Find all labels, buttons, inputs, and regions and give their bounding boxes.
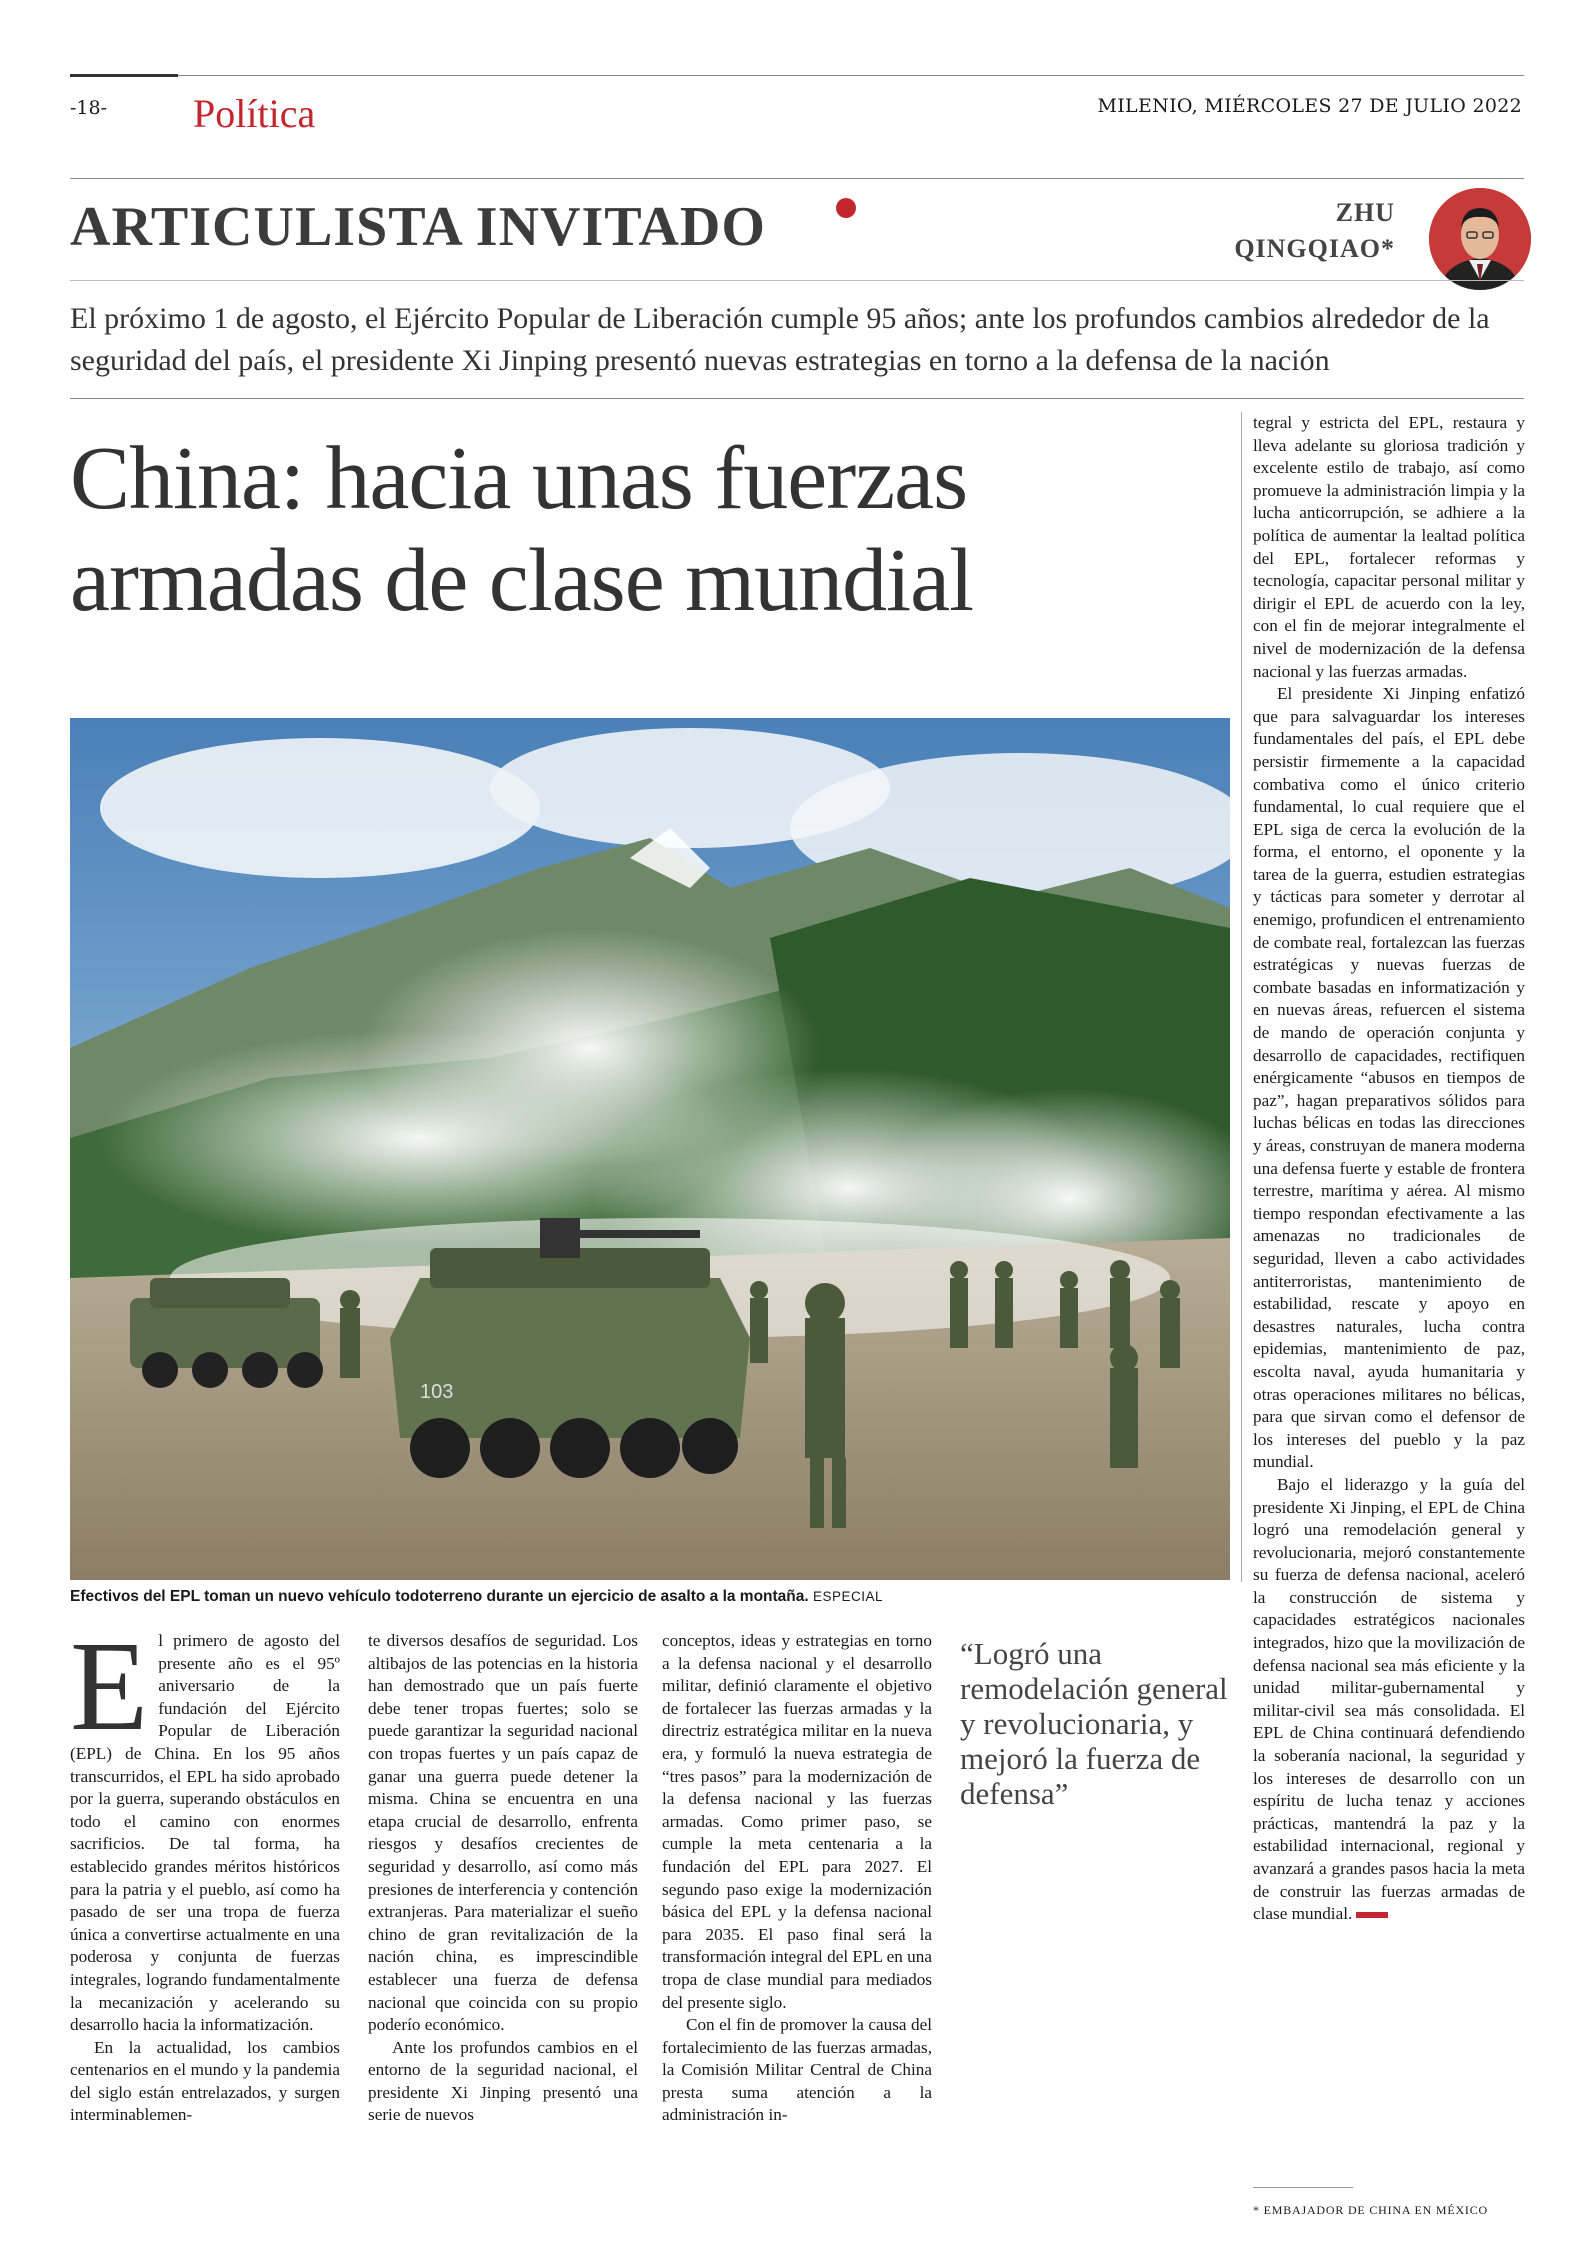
article-paragraph: conceptos, ideas y estrategias en torno a la defensa nacional y el desarrollo militar, definió claramente el objetivo de fortalecer las fuerzas armadas y la directriz estratégica militar en la nueva era, y formuló la nueva estrategia de “tres pasos” para la modernización de la defensa nacional y las fuerzas armadas. Como primer paso, se cumple la meta centenaria a la fundación del EPL para 2027. El segundo paso exige la modernización básica del EPL y la defensa nacional para 2035. El paso final será la transformación integral del EPL en una tropa de clase mundial para mediados del presente siglo. <box>662 1631 932 2012</box>
article-column-3 <box>662 1630 932 2127</box>
headline: China: hacia unas fuerzas armadas de clase mundial <box>70 429 974 630</box>
column-rule <box>1241 412 1242 1582</box>
author-name-line1: ZHU <box>1335 198 1395 227</box>
article-paragraph: Con el fin de promover la causa del fortalecimiento de las fuerzas armadas, la Comisión Militar Central de China presta suma atención a la administración in- <box>662 2015 932 2125</box>
author-name <box>1195 195 1395 267</box>
header-divider <box>70 178 1524 179</box>
article-column-1 <box>70 1615 340 2127</box>
article-paragraph: l primero de agosto del presente año es el 95º aniversario de la fundación del Ejército Popular de Liberación (EPL) de China. En los 95 años transcurridos, el EPL ha sido aprobado por la guerra, superando obstáculos en todo el camino con enormes sacrificios. De tal forma, ha establecido grandes méritos históricos para la patria y el pueblo, así como ha pasado de ser una tropa de fuerza única a convertirse actualmente en una poderosa y conjunta de fuerzas integrales, logrando fundamentalmente la mecanización y acelerando su desarrollo hacia la informatización. <box>70 1631 340 2035</box>
article-column-4 <box>1253 412 1525 1926</box>
svg-text:103: 103 <box>420 1381 454 1403</box>
dropcap: E <box>70 1615 149 1757</box>
deck-divider <box>70 398 1524 399</box>
caption-text: Efectivos del EPL toman un nuevo vehículo todoterreno durante un ejercicio de asalto a la montaña. <box>70 1588 809 1605</box>
article-column-2 <box>368 1630 638 2127</box>
article-photo <box>70 718 1230 1580</box>
article-paragraph-last <box>1253 1474 1525 1926</box>
article-paragraph: Ante los profundos cambios en el entorno de la seguridad nacional, el presidente Xi Jinping presentó una serie de nuevos <box>368 2037 638 2125</box>
dateline: MILENIO, MIÉRCOLES 27 DE JULIO 2022 <box>1097 95 1522 117</box>
page-number: -18- <box>70 97 108 119</box>
section-name[interactable]: Política <box>193 91 316 136</box>
footnote-rule <box>1253 2187 1353 2188</box>
end-mark <box>1356 1912 1388 1918</box>
kicker-dot <box>836 198 856 218</box>
article-paragraph: El presidente Xi Jinping enfatizó que para salvaguardar los intereses fundamentales del país, el EPL debe persistir firmemente a la capacidad combativa como el único criterio fundamental, lo cual requiere que el EPL siga de cerca la evolución de la forma, el entorno, el oponente y la tarea de la guerra, estudien estrategias y tácticas para someter y derrotar al enemigo, profundicen el entrenamiento de combate real, fortalezcan las fuerzas estratégicas y nuevas fuerzas de combate basadas en informatización y en nuevas áreas, refuercen el sistema de mando de operación conjunta y desarrollo de capacidades, rectifiquen enérgicamente “abusos en tiempos de paz”, hagan preparativos sólidos para luchas bélicas en todas las direcciones y áreas, construyan de manera moderna una defensa fuerte y estable de frontera terrestre, marítima y aérea. Al mismo tiempo respondan efectivamente a las amenazas no tradicionales de seguridad, lleven a cabo actividades antiterroristas, mantenimiento de estabilidad, rescate y apoyo en desastres naturales, lucha contra epidemias, mantenimiento de paz, escolta naval, ayuda humanitaria y otras operaciones militares no bélicas, para que sirvan como el defensor de los intereses del pueblo y la paz mundial. <box>1253 684 1526 1472</box>
photo-caption <box>70 1588 1230 1606</box>
article-paragraph-last-text: Bajo el liderazgo y la guía del presidente Xi Jinping, el EPL de China logró una remodelación general y revolucionaria, mejoró constantemente su fuerza de defensa nacional, aceleró la construcción de sistema y capacidades estratégicos nacionales integrados, hizo que la movilización de defensa nacional sea más eficiente y la unidad militar-gubernamental y militar-civil sea más consolidada. El EPL de China continuará defendiendo la soberanía nacional, la seguridad y los intereses de desarrollo con un espíritu de lucha tenaz y acciones prácticas, mantendrá la paz y la estabilidad internacional, regional y avanzará a grandes pasos hacia la meta de construir las fuerzas armadas de clase mundial. <box>1253 1474 1525 1924</box>
kicker: ARTICULISTA INVITADO <box>70 196 766 258</box>
pull-quote: “Logró una remodelación general y revolucionaria, y mejoró la fuerza de defensa” <box>960 1636 1228 1811</box>
author-name-line2: QINGQIAO* <box>1234 234 1395 263</box>
article-paragraph: te diversos desafíos de seguridad. Los altibajos de las potencias en la historia han demostrado que un país fuerte debe tener tropas fuertes; solo se puede garantizar la seguridad nacional con tropas fuertes y un país capaz de ganar una guerra puede detener la misma. China se encuentra en una etapa crucial de desarrollo, enfrenta riesgos y desafíos crecientes de seguridad y desarrollo, así como más presiones de interferencia y contención extranjeras. Para materializar el sueño chino de gran revitalización de la nación china, es imprescindible establecer una fuerza de defensa nacional que coincida con su propio poderío económico. <box>368 1631 638 2035</box>
article-paragraph: En la actualidad, los cambios centenarios en el mundo y la pandemia del siglo están entrelazados, y surgen interminablemen- <box>70 2037 340 2125</box>
photo-credit: ESPECIAL <box>813 1589 884 1604</box>
article-paragraph: tegral y estricta del EPL, restaura y lleva adelante su gloriosa tradición y excelente estilo de trabajo, así como promueve la administración limpia y la lucha anticorrupción, se adhiere a la política de aumentar la lealtad política del EPL, fortalecer reformas y tecnología, capacitar personal militar y dirigir el EPL de acuerdo con la ley, con el fin de mejorar integralmente el nivel de modernización de la defensa nacional y las fuerzas armadas. <box>1253 413 1525 681</box>
top-rule-left <box>70 74 178 77</box>
author-photo <box>1429 188 1531 290</box>
top-rule <box>178 75 1524 76</box>
deck: El próximo 1 de agosto, el Ejército Popular de Liberación cumple 95 años; ante los profundos cambios alrededor de la seguridad del país, el presidente Xi Jinping presentó nuevas estrategias en torno a la defensa de la nación <box>70 302 1490 377</box>
footnote: * EMBAJADOR DE CHINA EN MÉXICO <box>1253 2203 1489 2217</box>
kicker-divider <box>70 280 1524 281</box>
